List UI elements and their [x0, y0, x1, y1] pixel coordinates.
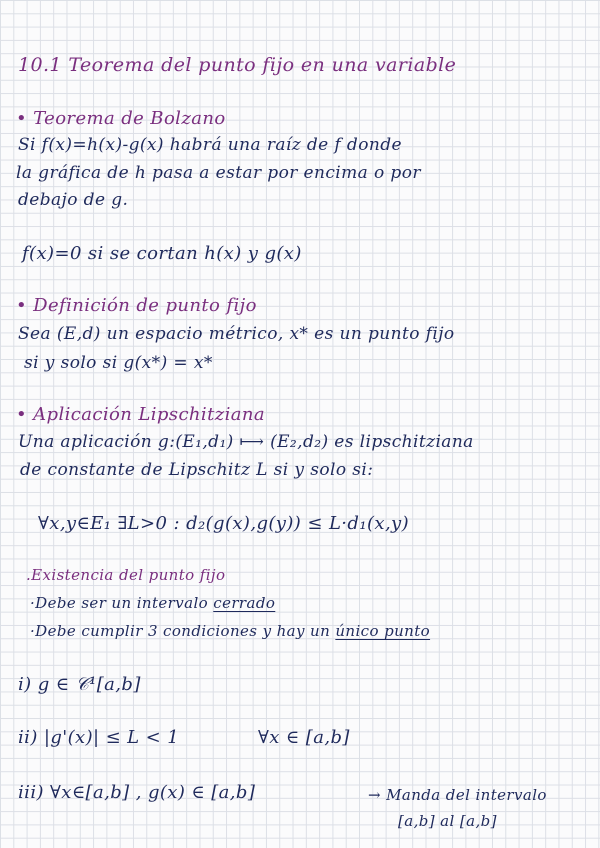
- lipschitz-line-2: de constante de Lipschitz L si y solo si:: [20, 460, 374, 480]
- condition-2: ii) |g'(x)| ≤ L < 1: [18, 727, 180, 748]
- closed-interval-emphasis: cerrado: [213, 594, 276, 612]
- lipschitz-heading: • Aplicación Lipschitziana: [16, 404, 266, 425]
- existence-bullet-1: [30, 594, 275, 612]
- bolzano-formula: f(x)=0 si se cortan h(x) y g(x): [22, 243, 302, 264]
- existence-bullet-2-text: ·Debe cumplir 3 condiciones y hay un: [30, 622, 336, 640]
- fixed-point-line-2: si y solo si g(x*) = x*: [24, 353, 213, 373]
- condition-3: iii) ∀x∈[a,b] , g(x) ∈ [a,b]: [18, 782, 256, 803]
- fixed-point-heading: • Definición de punto fijo: [16, 295, 257, 316]
- lipschitz-line-1: Una aplicación g:(E₁,d₁) ⟼ (E₂,d₂) es lipschitziana: [18, 432, 474, 452]
- condition-3-note-2: [a,b] al [a,b]: [398, 812, 497, 830]
- bolzano-line-3: debajo de g.: [18, 190, 129, 210]
- lipschitz-formula: ∀x,y∈E₁ ∃L>0 : d₂(g(x),g(y)) ≤ L·d₁(x,y): [38, 513, 410, 534]
- page-title: 10.1 Teorema del punto fijo en una variable: [18, 54, 457, 76]
- fixed-point-line-1: Sea (E,d) un espacio métrico, x* es un punto fijo: [18, 324, 455, 344]
- bolzano-line-1: Si f(x)=h(x)-g(x) habrá una raíz de f donde: [18, 135, 402, 155]
- condition-2-quantifier: ∀x ∈ [a,b]: [258, 727, 350, 748]
- bolzano-line-2: la gráfica de h pasa a estar por encima o por: [16, 163, 421, 183]
- condition-3-note-1: → Manda del intervalo: [368, 786, 547, 804]
- existence-bullet-1-text: ·Debe ser un intervalo: [30, 594, 214, 612]
- bolzano-heading: • Teorema de Bolzano: [16, 108, 226, 129]
- unique-point-emphasis: único punto: [335, 622, 431, 640]
- existence-bullet-2: [30, 622, 430, 640]
- existence-heading: .Existencia del punto fijo: [26, 566, 226, 584]
- condition-1: i) g ∈ 𝒞¹[a,b]: [18, 674, 141, 695]
